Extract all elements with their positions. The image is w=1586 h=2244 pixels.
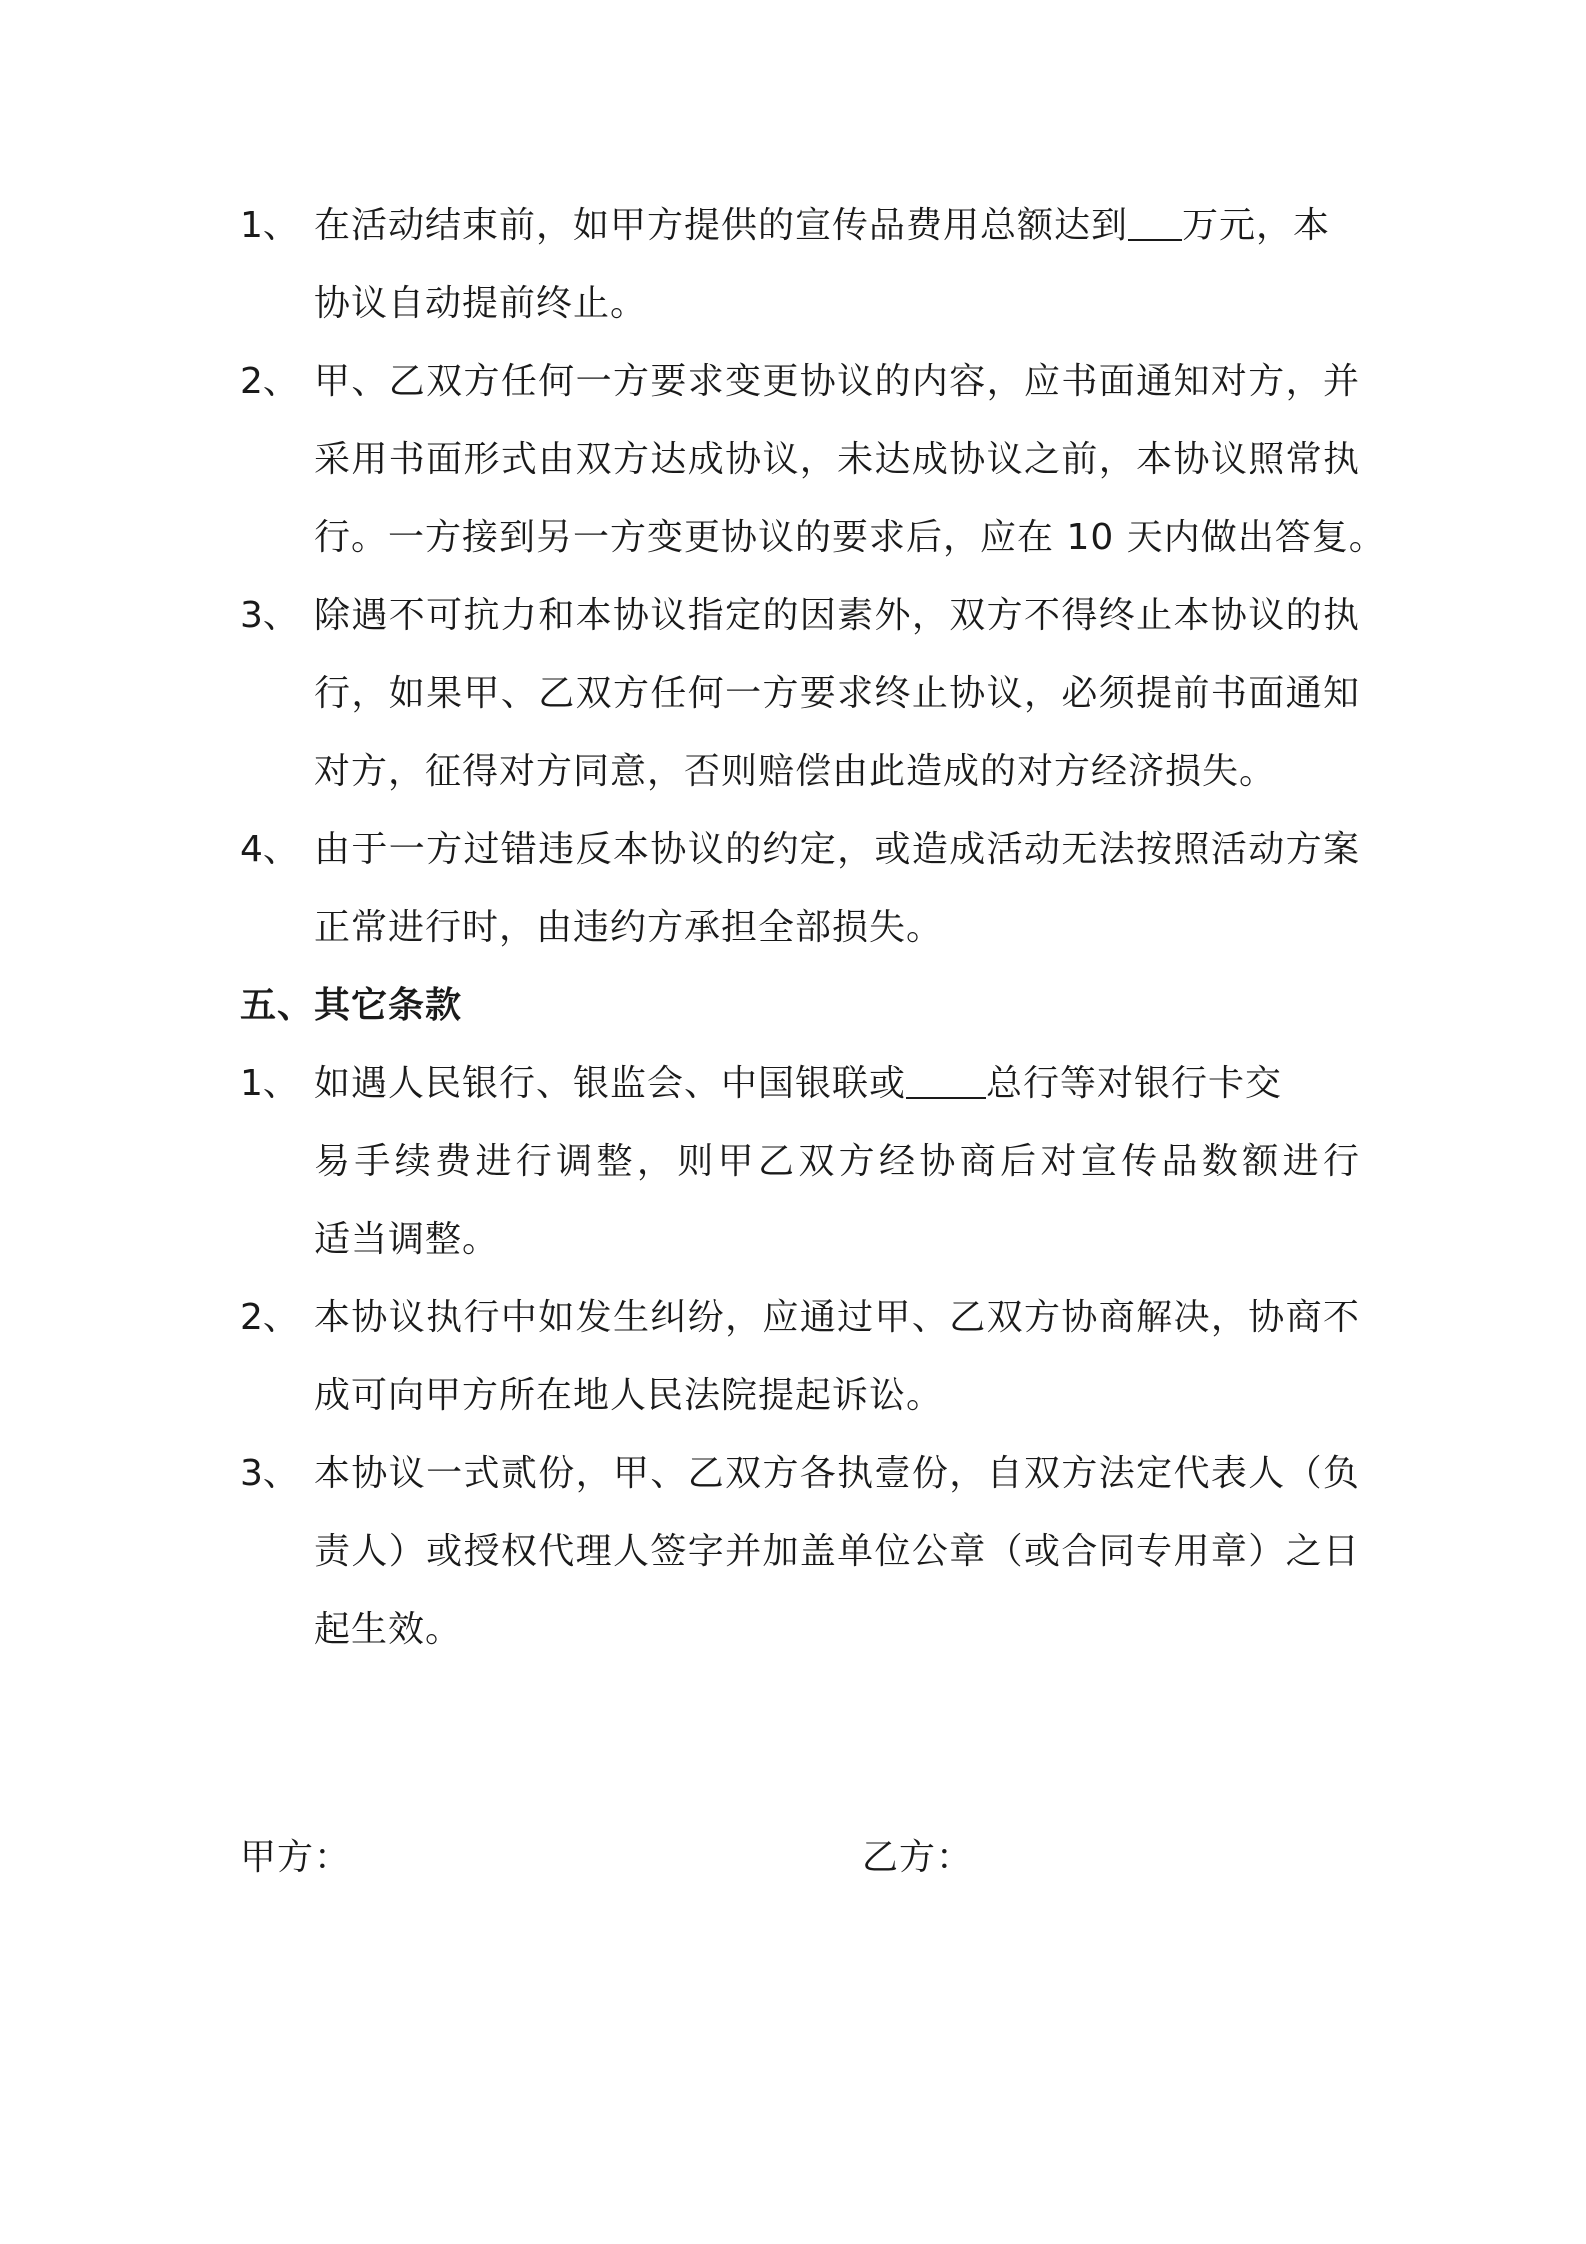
party-a-signature-label: 甲方： xyxy=(240,1837,352,1878)
clause-number: 3、 xyxy=(240,595,299,636)
clause-line: 如遇人民银行、银监会、中国银联或 总行等对银行卡交 xyxy=(314,1063,1283,1104)
clause-number: 1、 xyxy=(240,1063,299,1104)
clause-number: 1、 xyxy=(240,205,299,246)
clause-line: 对方，征得对方同意，否则赔偿由此造成的对方经济损失。 xyxy=(314,751,1277,792)
clause-line: 成可向甲方所在地人民法院提起诉讼。 xyxy=(314,1375,944,1416)
clause-line: 行。一方接到另一方变更协议的要求后，应在 10 天内做出答复。 xyxy=(314,517,1386,558)
party-b-signature-label: 乙方： xyxy=(862,1837,974,1878)
clause-line: 责人）或授权代理人签字并加盖单位公章（或合同专用章）之日 xyxy=(314,1531,1360,1572)
clause-line: 甲、乙双方任何一方要求变更协议的内容，应书面通知对方，并 xyxy=(314,361,1360,402)
clause-number: 2、 xyxy=(240,361,299,402)
clause-number: 4、 xyxy=(240,829,299,870)
clause-line: 由于一方过错违反本协议的约定，或造成活动无法按照活动方案 xyxy=(314,829,1360,870)
clause-line: 在活动结束前，如甲方提供的宣传品费用总额达到 万元，本 xyxy=(314,205,1331,246)
clause-line: 易手续费进行调整，则甲乙双方经协商后对宣传品数额进行 xyxy=(314,1141,1360,1182)
clause-line: 除遇不可抗力和本协议指定的因素外，双方不得终止本协议的执 xyxy=(314,595,1360,636)
section-heading: 五、其它条款 xyxy=(240,985,463,1026)
clause-line: 采用书面形式由双方达成协议，未达成协议之前，本协议照常执 xyxy=(314,439,1360,480)
clause-line: 正常进行时，由违约方承担全部损失。 xyxy=(314,907,944,948)
clause-line: 本协议执行中如发生纠纷，应通过甲、乙双方协商解决，协商不 xyxy=(314,1297,1360,1338)
clause-line: 适当调整。 xyxy=(314,1219,500,1260)
clause-line: 行，如果甲、乙双方任何一方要求终止协议，必须提前书面通知 xyxy=(314,673,1360,714)
clause-number: 3、 xyxy=(240,1453,299,1494)
fill-in-blank xyxy=(1128,205,1182,241)
clause-number: 2、 xyxy=(240,1297,299,1338)
clause-line: 起生效。 xyxy=(314,1609,463,1650)
fill-in-blank xyxy=(906,1063,986,1099)
clause-line: 本协议一式贰份，甲、乙双方各执壹份，自双方法定代表人（负 xyxy=(314,1453,1360,1494)
clause-line: 协议自动提前终止。 xyxy=(314,283,648,324)
